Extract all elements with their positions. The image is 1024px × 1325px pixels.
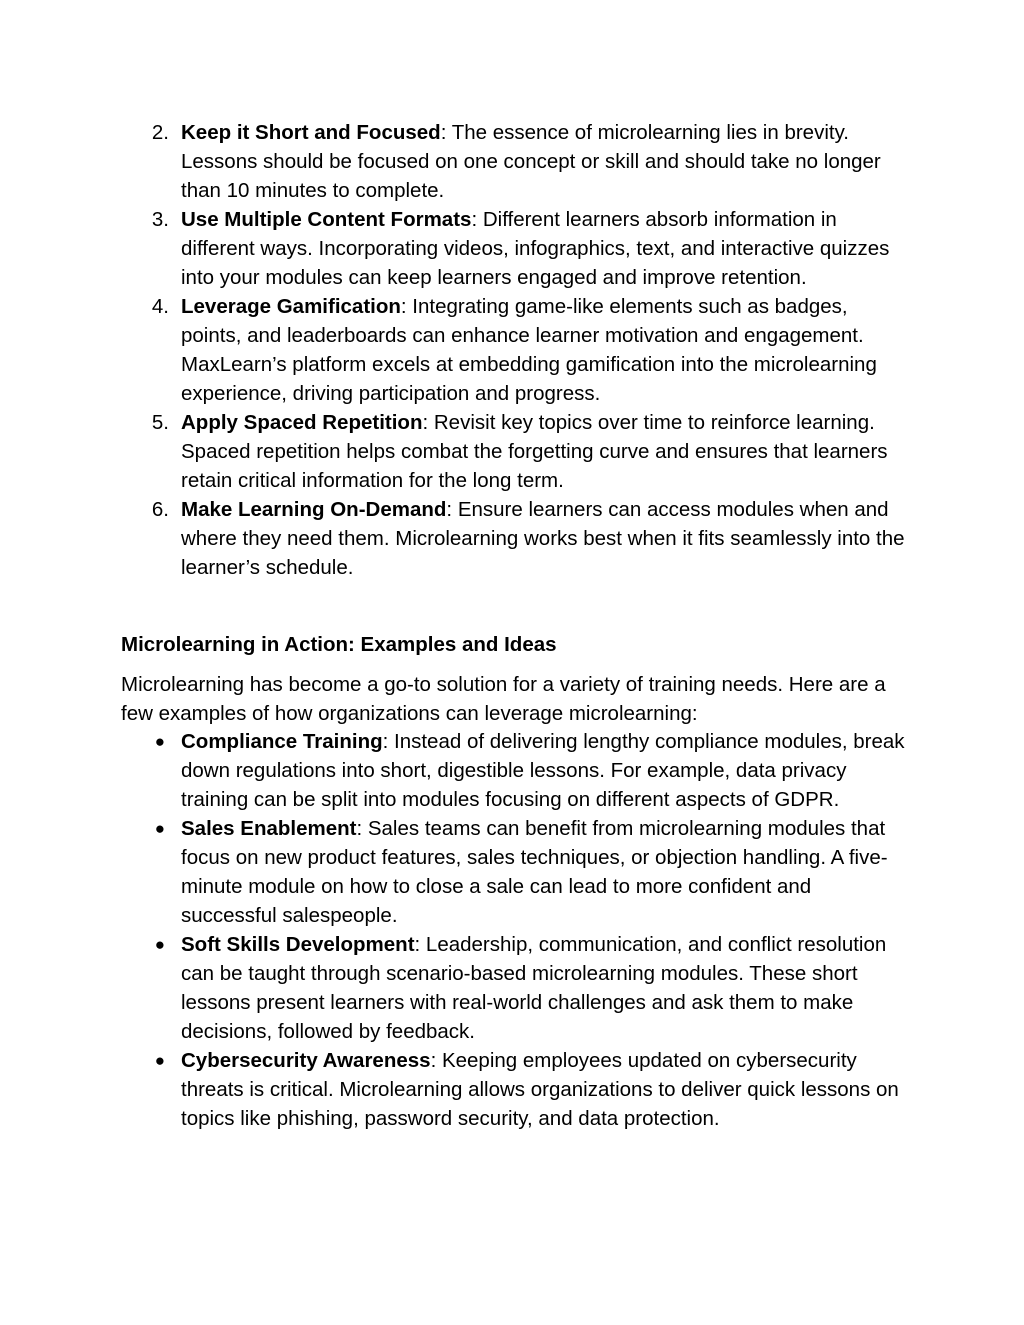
item-text: : Different learners absorb information in different ways. Incorporating videos, infographics, text, and interactive quizzes into your modules can keep learners engaged and improve retention. [181, 208, 890, 289]
item-term: Keep it Short and Focused [181, 121, 441, 144]
bullet-list [121, 727, 911, 1133]
list-item [121, 814, 911, 930]
item-text: : Leadership, communication, and conflict resolution can be taught through scenario-based microlearning modules. These short lessons present learners with real-world challenges and ask them to make decisions, followed by feedback. [181, 933, 887, 1043]
item-term: Apply Spaced Repetition [181, 411, 423, 434]
item-text: : Integrating game-like elements such as badges, points, and leaderboards can enhance learner motivation and engagement. MaxLearn’s platform excels at embedding gamification into the microlearning experience, driving participation and progress. [181, 295, 877, 405]
item-term: Soft Skills Development [181, 933, 415, 956]
item-term: Cybersecurity Awareness [181, 1049, 431, 1072]
section-heading: Microlearning in Action: Examples and Ideas [121, 633, 557, 656]
list-item [121, 292, 911, 408]
item-term: Use Multiple Content Formats [181, 208, 472, 231]
list-number: 6. [151, 498, 169, 521]
item-text: : The essence of microlearning lies in brevity. Lessons should be focused on one concept or skill and should take no longer than 10 minutes to complete. [181, 121, 881, 202]
list-item [121, 495, 911, 582]
item-text: : Instead of delivering lengthy compliance modules, break down regulations into short, digestible lessons. For example, data privacy training can be split into modules focusing on different aspects of GDPR. [181, 730, 905, 811]
list-item [121, 408, 911, 495]
item-term: Compliance Training [181, 730, 383, 753]
numbered-list [121, 118, 911, 582]
item-term: Make Learning On-Demand [181, 498, 447, 521]
list-item [121, 205, 911, 292]
item-text: : Revisit key topics over time to reinforce learning. Spaced repetition helps combat the forgetting curve and ensures that learners retain critical information for the long term. [181, 411, 888, 492]
bullet-icon: ● [154, 1051, 165, 1070]
list-item [121, 1046, 911, 1133]
list-number: 3. [151, 208, 169, 231]
list-item [121, 118, 911, 205]
section-intro: Microlearning has become a go-to solution for a variety of training needs. Here are a few examples of how organizations can leverage microlearning: [121, 673, 886, 725]
item-term: Sales Enablement [181, 817, 357, 840]
list-number: 5. [151, 411, 169, 434]
list-number: 2. [151, 121, 169, 144]
bullet-icon: ● [154, 935, 165, 954]
item-text: : Sales teams can benefit from microlearning modules that focus on new product features, sales techniques, or objection handling. A five-minute module on how to close a sale can lead to more confident and successful salespeople. [181, 817, 888, 927]
list-number: 4. [151, 295, 169, 318]
list-item [121, 930, 911, 1046]
bullet-icon: ● [154, 819, 165, 838]
item-text: : Keeping employees updated on cybersecurity threats is critical. Microlearning allows organizations to deliver quick lessons on topics like phishing, password security, and data protection. [181, 1049, 899, 1130]
bullet-icon: ● [154, 732, 165, 751]
item-text: : Ensure learners can access modules when and where they need them. Microlearning works best when it fits seamlessly into the learner’s schedule. [181, 498, 905, 579]
item-term: Leverage Gamification [181, 295, 401, 318]
list-item [121, 727, 911, 814]
